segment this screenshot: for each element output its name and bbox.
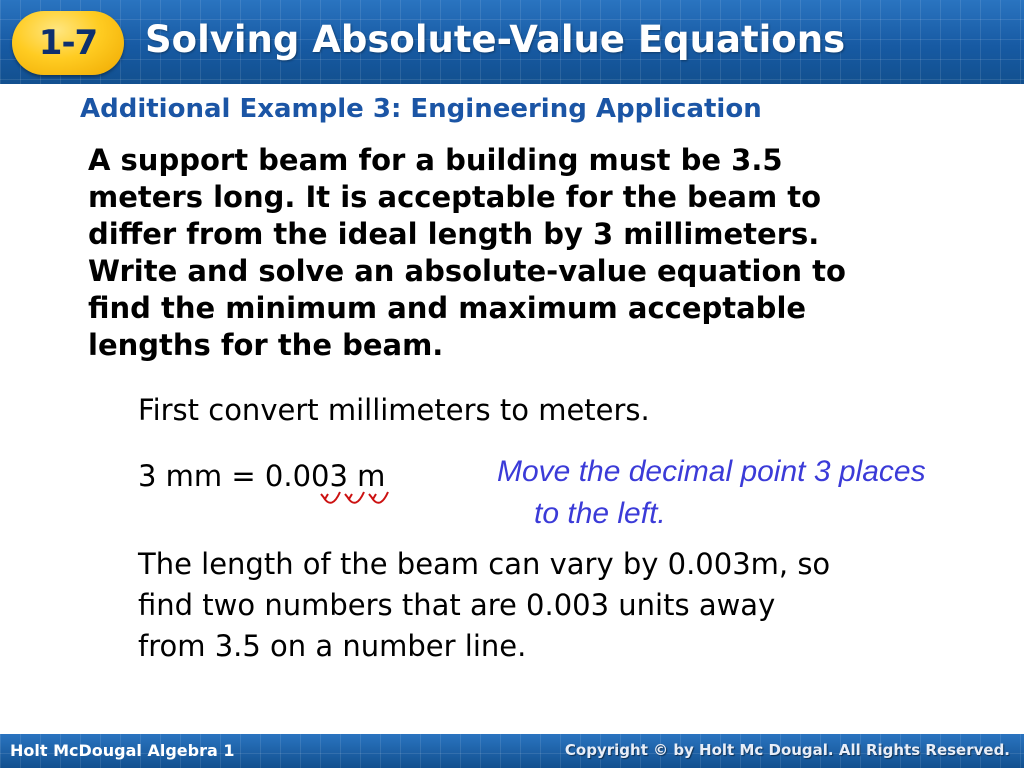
problem-statement bbox=[88, 142, 998, 364]
slide-title: Solving Absolute-Value Equations bbox=[145, 18, 846, 61]
problem-line: find the minimum and maximum acceptable bbox=[88, 291, 807, 325]
example-subtitle: Additional Example 3: Engineering Application bbox=[80, 94, 762, 124]
convert-instruction: First convert millimeters to meters. bbox=[138, 393, 650, 427]
decimal-arrowhead-3 bbox=[369, 494, 376, 499]
copyright-notice: Copyright © by Holt Mc Dougal. All Rights Reserved. bbox=[564, 741, 1010, 759]
note-line-1: Move the decimal point 3 places bbox=[497, 455, 926, 488]
explanation-text bbox=[138, 544, 1008, 667]
lesson-number: 1-7 bbox=[38, 23, 98, 63]
conversion-equation: 3 mm = 0.003 m bbox=[138, 459, 386, 493]
problem-line: lengths for the beam. bbox=[88, 328, 444, 362]
book-title: Holt McDougal Algebra 1 bbox=[10, 741, 235, 760]
lesson-badge bbox=[12, 11, 124, 75]
problem-line: differ from the ideal length by 3 millimeters. bbox=[88, 217, 820, 251]
problem-line: meters long. It is acceptable for the beam to bbox=[88, 180, 822, 214]
explanation-line: The length of the beam can vary by 0.003m, so bbox=[138, 547, 831, 581]
note-line-2: to the left. bbox=[534, 497, 666, 530]
decimal-arrowhead-1 bbox=[321, 494, 328, 499]
decimal-arrowhead-2 bbox=[345, 494, 352, 499]
problem-line: A support beam for a building must be 3.5 bbox=[88, 143, 783, 177]
explanation-line: find two numbers that are 0.003 units away bbox=[138, 588, 776, 622]
problem-line: Write and solve an absolute-value equation to bbox=[88, 254, 846, 288]
footer-bar bbox=[0, 734, 1024, 768]
header-bar bbox=[0, 0, 1024, 84]
explanation-line: from 3.5 on a number line. bbox=[138, 629, 527, 663]
decimal-shift-arrows-icon bbox=[318, 484, 398, 512]
